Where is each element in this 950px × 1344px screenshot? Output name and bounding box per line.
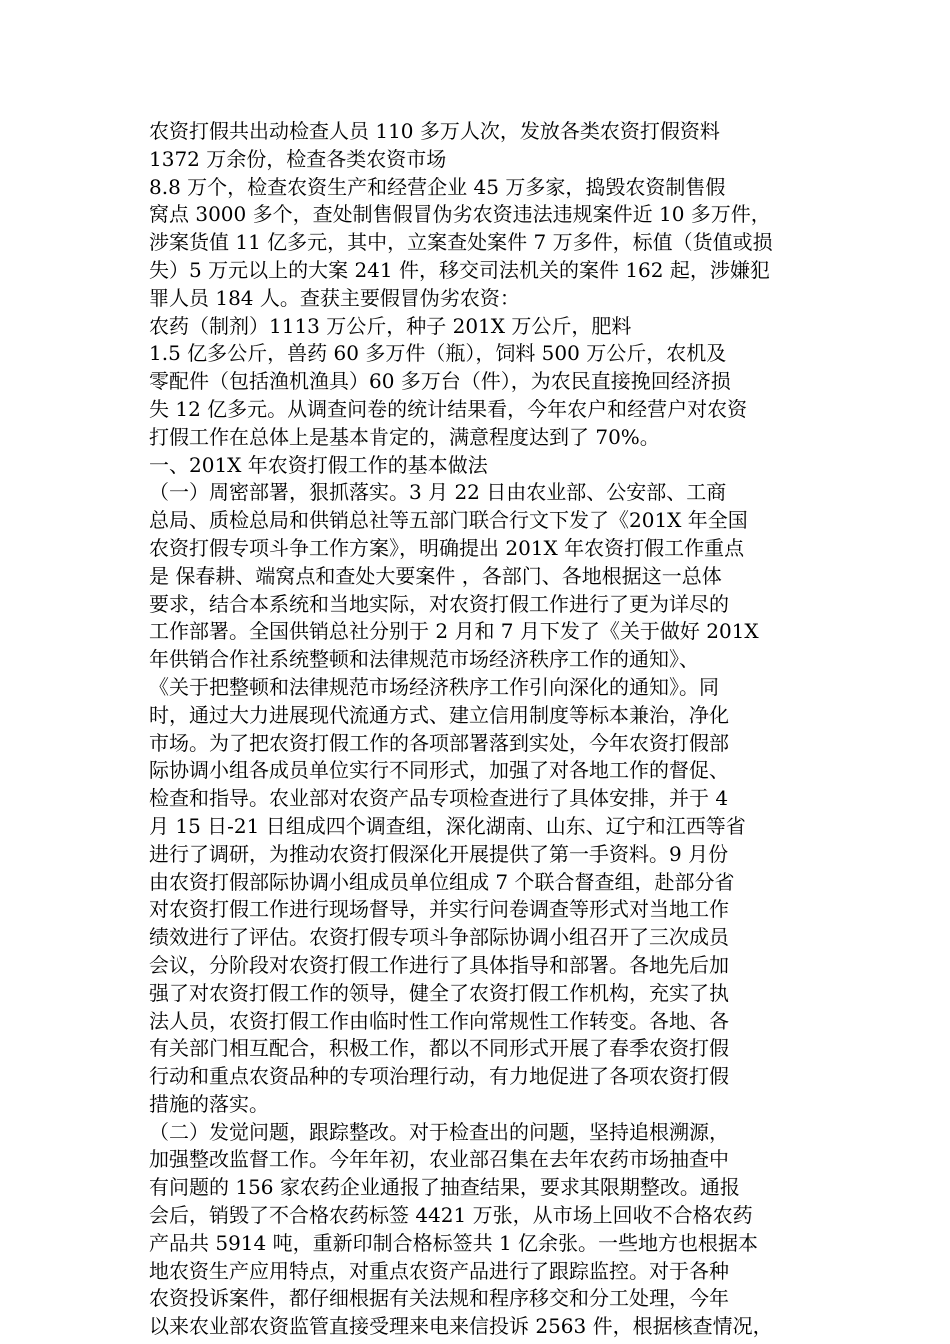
text-line: 罪人员 184 人。查获主要假冒伪劣农资： xyxy=(149,285,520,310)
text-line: 《关于把整顿和法律规范市场经济秩序工作引向深化的通知》。同 xyxy=(149,674,719,699)
text-line: 会议，分阶段对农资打假工作进行了具体指导和部署。各地先后加 xyxy=(149,952,729,977)
text-line: 8.8 万个，检查农资生产和经营企业 45 万多家，捣毁农资制售假 xyxy=(149,174,726,199)
text-line: 失 12 亿多元。从调查问卷的统计结果看，今年农户和经营户对农资 xyxy=(149,396,748,421)
text-line: 月 15 日-21 日组成四个调查组，深化湖南、山东、辽宁和江西等省 xyxy=(149,813,746,838)
text-line: 时，通过大力进展现代流通方式、建立信用制度等标本兼治，净化 xyxy=(149,702,729,727)
text-line: 农资打假共出动检查人员 110 多万人次，发放各类农资打假资料 xyxy=(149,119,720,143)
text-line: 有关部门相互配合，积极工作，都以不同形式开展了春季农资打假 xyxy=(149,1036,729,1061)
text-line: 对农资打假工作进行现场督导，并实行问卷调查等形式对当地工作 xyxy=(149,897,729,922)
text-line: 窝点 3000 多个，查处制售假冒伪劣农资违法违规案件近 10 多万件， xyxy=(149,202,771,227)
text-line: 零配件（包括渔机渔具）60 多万台（件），为农民直接挽回经济损 xyxy=(149,369,731,394)
text-line: 是 保春耕、端窝点和查处大要案件 ，各部门、各地根据这一总体 xyxy=(149,563,722,588)
text-line: 际协调小组各成员单位实行不同形式，加强了对各地工作的督促、 xyxy=(149,758,729,783)
text-line: （一）周密部署，狠抓落实。3 月 22 日由农业部、公安部、工商 xyxy=(149,480,727,505)
text-line: 市场。为了把农资打假工作的各项部署落到实处，今年农资打假部 xyxy=(149,730,729,755)
text-line: 进行了调研，为推动农资打假深化开展提供了第一手资料。9 月份 xyxy=(149,841,729,866)
text-line: 行动和重点农资品种的专项治理行动，有力地促进了各项农资打假 xyxy=(149,1064,729,1089)
text-line: 年供销合作社系统整顿和法律规范市场经济秩序工作的通知》、 xyxy=(149,647,699,672)
text-line: 由农资打假部际协调小组成员单位组成 7 个联合督查组，赴部分省 xyxy=(149,869,735,894)
text-line: 以来农业部农资监管直接受理来电来信投诉 2563 件，根据核查情况， xyxy=(149,1314,773,1339)
text-line: 总局、质检总局和供销总社等五部门联合行文下发了《201X 年全国 xyxy=(149,508,748,533)
text-line: 有问题的 156 家农药企业通报了抽查结果，要求其限期整改。通报 xyxy=(149,1175,740,1200)
document-body xyxy=(149,118,817,1341)
text-line: 加强整改监督工作。今年年初，农业部召集在去年农药市场抽查中 xyxy=(149,1147,729,1172)
text-line: 工作部署。全国供销总社分别于 2 月和 7 月下发了《关于做好 201X xyxy=(149,619,759,644)
text-line: 法人员，农资打假工作由临时性工作向常规性工作转变。各地、各 xyxy=(149,1008,729,1033)
text-line: 农资打假专项斗争工作方案》，明确提出 201X 年农资打假工作重点 xyxy=(149,535,745,560)
text-line: （二）发觉问题，跟踪整改。对于检查出的问题，坚持追根溯源， xyxy=(149,1119,729,1144)
section-heading: 一、201X 年农资打假工作的基本做法 xyxy=(149,452,488,477)
text-line: 涉案货值 11 亿多元，其中，立案查处案件 7 万多件，标值（货值或损 xyxy=(149,230,773,255)
text-line: 要求，结合本系统和当地实际，对农资打假工作进行了更为详尽的 xyxy=(149,591,729,616)
text-line: 失）5 万元以上的大案 241 件，移交司法机关的案件 162 起，涉嫌犯 xyxy=(149,257,770,282)
text-line: 强了对农资打假工作的领导，健全了农资打假工作机构，充实了执 xyxy=(149,980,729,1005)
text-line: 1.5 亿多公斤，兽药 60 多万件（瓶），饲料 500 万公斤，农机及 xyxy=(149,341,727,366)
text-line: 检查和指导。农业部对农资产品专项检查进行了具体安排，并于 4 xyxy=(149,786,729,811)
text-line: 农资投诉案件，都仔细根据有关法规和程序移交和分工处理，今年 xyxy=(149,1286,729,1311)
text-line: 绩效进行了评估。农资打假专项斗争部际协调小组召开了三次成员 xyxy=(149,925,729,950)
text-line: 打假工作在总体上是基本肯定的，满意程度达到了 70%。 xyxy=(149,424,660,449)
text-line: 地农资生产应用特点，对重点农资产品进行了跟踪监控。对于各种 xyxy=(149,1258,729,1283)
text-line: 措施的落实。 xyxy=(149,1091,269,1116)
text-line: 产品共 5914 吨，重新印制合格标签共 1 亿余张。一些地方也根据本 xyxy=(149,1230,759,1255)
text-line: 会后，销毁了不合格农药标签 4421 万张，从市场上回收不合格农药 xyxy=(149,1203,753,1228)
text-line: 1372 万余份，检查各类农资市场 xyxy=(149,146,447,171)
text-line: 农药（制剂）1113 万公斤，种子 201X 万公斤，肥料 xyxy=(149,313,632,338)
